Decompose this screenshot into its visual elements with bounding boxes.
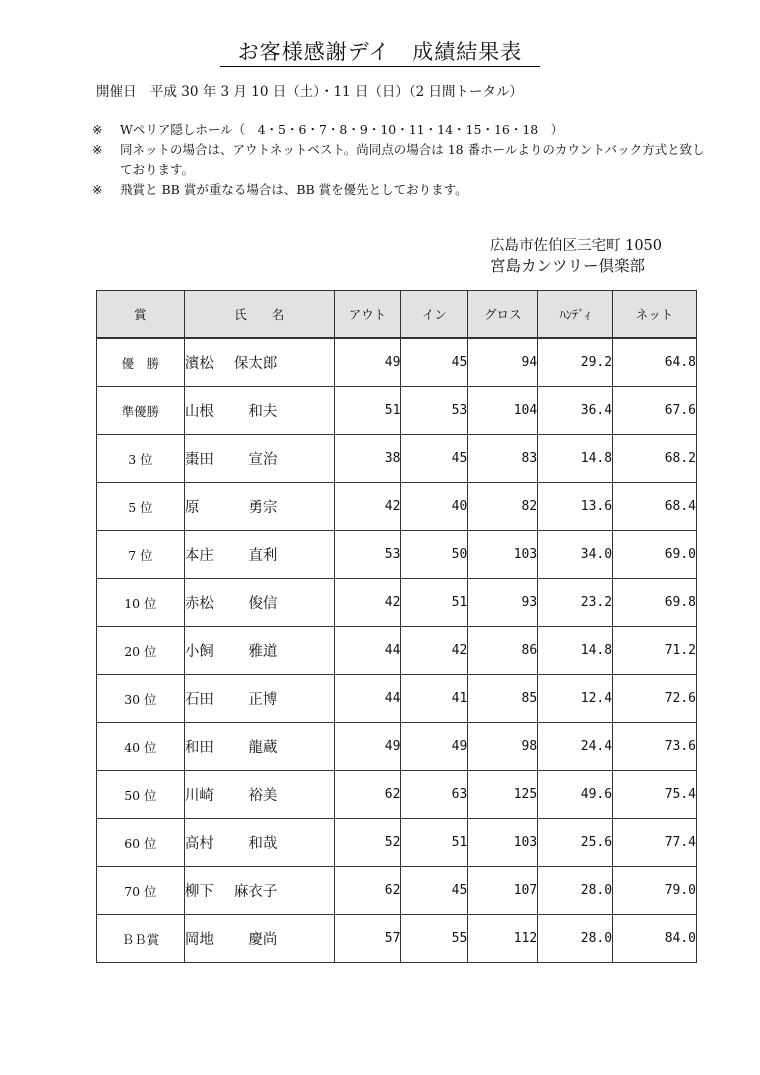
player-given-name: 麻衣子 [233,884,278,900]
player-family-name: 川崎 [184,788,214,804]
venue-block [490,236,662,276]
cell-name [184,771,334,819]
table-row [97,915,697,963]
cell-out: 42 [334,579,401,627]
table-row [97,435,697,483]
cell-out: 57 [334,915,401,963]
cell-name [184,915,334,963]
cell-out: 44 [334,627,401,675]
cell-net: 68.2 [613,435,697,483]
cell-name [184,867,334,915]
cell-net: 72.6 [613,675,697,723]
cell-in: 45 [401,435,468,483]
table-row [97,579,697,627]
cell-handicap: 25.6 [538,819,613,867]
cell-name [184,338,334,387]
cell-prize: 7 位 [97,531,185,579]
cell-name [184,483,334,531]
cell-handicap: 49.6 [538,771,613,819]
player-family-name: 石田 [184,692,214,708]
cell-in: 40 [401,483,468,531]
page-title-text: お客様感謝デイ 成績結果表 [220,40,541,67]
cell-name [184,627,334,675]
cell-net: 69.0 [613,531,697,579]
cell-in: 41 [401,675,468,723]
header-gross: グロス [468,291,538,339]
table-row [97,723,697,771]
cell-name [184,675,334,723]
player-given-name: 宣治 [233,452,278,468]
player-given-name: 慶尚 [233,932,278,948]
cell-handicap: 14.8 [538,627,613,675]
player-given-name: 直利 [233,548,278,564]
cell-out: 51 [334,387,401,435]
header-name: 氏 名 [184,291,334,339]
note-item [92,120,712,140]
player-family-name: 岡地 [184,932,214,948]
header-handicap: ﾊﾝﾃﾞｨ [538,291,613,339]
cell-gross: 85 [468,675,538,723]
cell-gross: 98 [468,723,538,771]
cell-handicap: 29.2 [538,338,613,387]
player-given-name: 雅道 [233,644,278,660]
player-family-name: 原 [184,500,200,516]
cell-gross: 86 [468,627,538,675]
cell-out: 38 [334,435,401,483]
cell-gross: 94 [468,338,538,387]
note-text: 同ネットの場合は、アウトネットベスト。尚同点の場合は 18 番ホールよりのカウントバック方式と致しております。 [120,142,705,177]
cell-prize: 3 位 [97,435,185,483]
header-out: アウト [334,291,401,339]
page-title [0,36,760,66]
cell-prize: 60 位 [97,819,185,867]
cell-handicap: 13.6 [538,483,613,531]
venue-club-name: 宮島カンツリー倶楽部 [490,257,646,275]
cell-prize: 40 位 [97,723,185,771]
cell-in: 63 [401,771,468,819]
cell-net: 71.2 [613,627,697,675]
header-prize: 賞 [97,291,185,339]
cell-gross: 83 [468,435,538,483]
player-given-name: 俊信 [233,596,278,612]
note-mark: ※ [92,142,103,157]
cell-name [184,387,334,435]
cell-gross: 93 [468,579,538,627]
player-family-name: 本庄 [184,548,214,564]
table-row [97,531,697,579]
table-row [97,819,697,867]
player-given-name: 龍蔵 [233,740,278,756]
player-given-name: 裕美 [233,788,278,804]
event-date: 開催日 平成 30 年 3 月 10 日（土）・11 日（日）（2 日間トータル） [96,84,524,100]
notes-section [92,120,712,200]
cell-in: 51 [401,819,468,867]
cell-net: 75.4 [613,771,697,819]
cell-handicap: 23.2 [538,579,613,627]
player-family-name: 和田 [184,740,214,756]
cell-gross: 107 [468,867,538,915]
cell-gross: 103 [468,531,538,579]
cell-out: 62 [334,771,401,819]
cell-gross: 112 [468,915,538,963]
cell-net: 67.6 [613,387,697,435]
player-given-name: 保太郎 [233,356,278,372]
cell-prize: 30 位 [97,675,185,723]
header-in: イン [401,291,468,339]
venue-address: 広島市佐伯区三宅町 1050 [490,238,663,254]
cell-in: 55 [401,915,468,963]
cell-in: 50 [401,531,468,579]
cell-out: 49 [334,723,401,771]
cell-handicap: 36.4 [538,387,613,435]
cell-in: 53 [401,387,468,435]
results-table [96,290,697,963]
note-item [92,180,712,200]
table-row [97,387,697,435]
table-header-row [97,291,697,339]
cell-in: 49 [401,723,468,771]
cell-name [184,579,334,627]
cell-name [184,723,334,771]
cell-net: 77.4 [613,819,697,867]
player-given-name: 勇宗 [219,500,278,516]
cell-out: 49 [334,338,401,387]
table-row [97,867,697,915]
table-row [97,483,697,531]
cell-net: 79.0 [613,867,697,915]
player-family-name: 柳下 [184,884,214,900]
cell-handicap: 34.0 [538,531,613,579]
cell-prize: 準優勝 [97,387,185,435]
table-row [97,675,697,723]
cell-name [184,531,334,579]
cell-net: 84.0 [613,915,697,963]
cell-in: 51 [401,579,468,627]
cell-net: 73.6 [613,723,697,771]
cell-gross: 82 [468,483,538,531]
cell-handicap: 28.0 [538,915,613,963]
player-family-name: 赤松 [184,596,214,612]
cell-handicap: 14.8 [538,435,613,483]
cell-prize: 50 位 [97,771,185,819]
cell-out: 53 [334,531,401,579]
table-row [97,627,697,675]
cell-gross: 125 [468,771,538,819]
header-net: ネット [613,291,697,339]
cell-gross: 104 [468,387,538,435]
cell-net: 69.8 [613,579,697,627]
note-mark: ※ [92,182,103,197]
cell-handicap: 12.4 [538,675,613,723]
player-family-name: 高村 [184,836,214,852]
cell-out: 42 [334,483,401,531]
cell-gross: 103 [468,819,538,867]
player-family-name: 濱松 [184,356,214,372]
cell-net: 68.4 [613,483,697,531]
player-family-name: 山根 [184,404,214,420]
cell-handicap: 24.4 [538,723,613,771]
cell-in: 45 [401,867,468,915]
cell-name [184,819,334,867]
cell-name [184,435,334,483]
cell-prize: ＢＢ賞 [97,915,185,963]
cell-prize: 10 位 [97,579,185,627]
cell-handicap: 28.0 [538,867,613,915]
cell-out: 62 [334,867,401,915]
player-given-name: 和哉 [233,836,278,852]
table-row [97,771,697,819]
cell-in: 42 [401,627,468,675]
cell-prize: 5 位 [97,483,185,531]
cell-prize: 優 勝 [97,338,185,387]
cell-out: 52 [334,819,401,867]
cell-in: 45 [401,338,468,387]
cell-prize: 20 位 [97,627,185,675]
player-given-name: 和夫 [233,404,278,420]
player-family-name: 小飼 [184,644,214,660]
note-text: 飛賞と BB 賞が重なる場合は、BB 賞を優先としております。 [120,182,468,197]
player-family-name: 棗田 [184,452,214,468]
note-text: Wペリア隠しホール（ 4・5・6・7・8・9・10・11・14・15・16・18 ） [120,122,564,137]
table-row [97,338,697,387]
cell-prize: 70 位 [97,867,185,915]
note-mark: ※ [92,122,103,137]
cell-net: 64.8 [613,338,697,387]
note-item [92,140,712,180]
results-body [97,338,697,963]
player-given-name: 正博 [233,692,278,708]
cell-out: 44 [334,675,401,723]
